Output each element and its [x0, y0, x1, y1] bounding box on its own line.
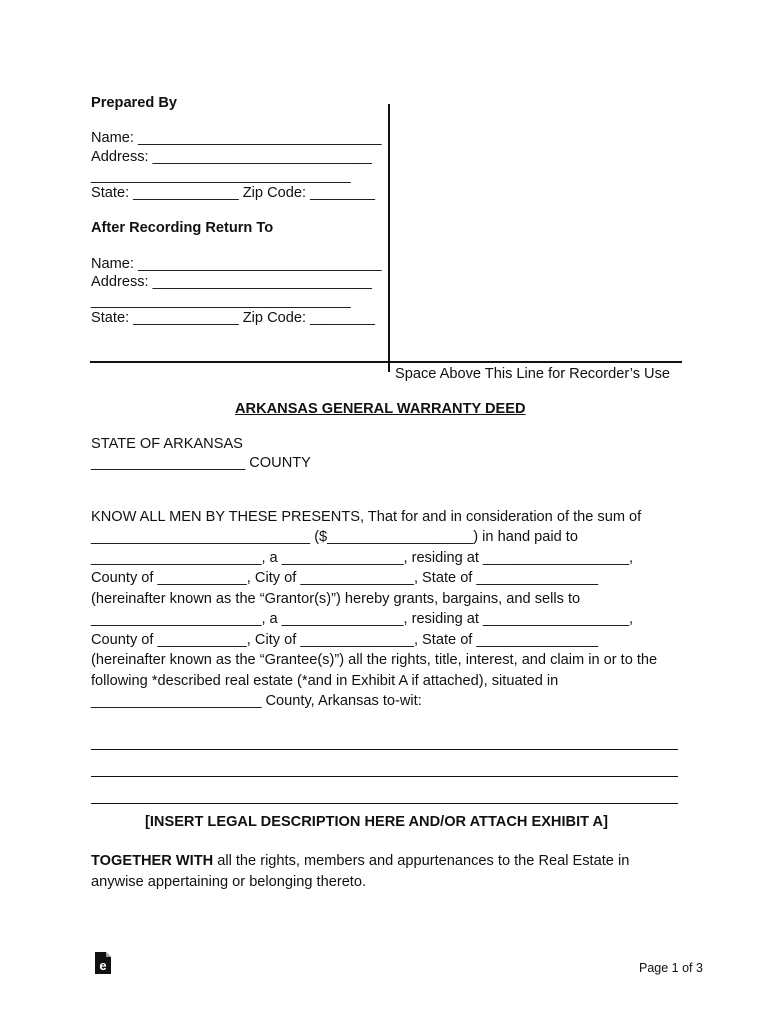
body-line[interactable]: _____________________ County, Arkansas to-wit: — [91, 693, 422, 709]
body-line[interactable]: ___________________________ ($__________________) in hand paid to — [91, 529, 578, 545]
prepared-by-state-zip-field[interactable]: State: _____________ Zip Code: ________ — [91, 185, 376, 201]
page-number: Page 1 of 3 — [639, 961, 703, 975]
recorder-box-vertical-line — [388, 104, 390, 372]
return-to-address-line2-field[interactable]: ________________________________ — [91, 293, 351, 309]
deed-title: ARKANSAS GENERAL WARRANTY DEED — [235, 401, 526, 417]
eforms-logo-icon — [95, 952, 111, 974]
body-line: (hereinafter known as the “Grantor(s)”) hereby grants, bargains, and sells to — [91, 591, 581, 607]
body-line: KNOW ALL MEN BY THESE PRESENTS, That for and in consideration of the sum of — [91, 509, 642, 525]
legal-description-line[interactable] — [91, 749, 678, 750]
legal-description-line[interactable] — [91, 803, 678, 804]
return-to-heading: After Recording Return To — [91, 220, 274, 236]
together-with-label: TOGETHER WITH — [91, 853, 214, 869]
return-to-address-field[interactable]: Address: ___________________________ — [91, 274, 372, 290]
prepared-by-address-line2-field[interactable]: ________________________________ — [91, 168, 351, 184]
prepared-by-name-field[interactable]: Name: ______________________________ — [91, 130, 382, 146]
body-line[interactable]: County of ___________, City of ______________, State of _______________ — [91, 632, 599, 648]
state-line: STATE OF ARKANSAS — [91, 436, 243, 452]
body-line[interactable]: County of ___________, City of ______________, State of _______________ — [91, 570, 599, 586]
legal-description-instruction: [INSERT LEGAL DESCRIPTION HERE AND/OR ATTACH EXHIBIT A] — [145, 814, 608, 830]
together-with-text: all the rights, members and appurtenances to the Real Estate in — [213, 853, 630, 869]
legal-description-line[interactable] — [91, 776, 678, 777]
prepared-by-heading: Prepared By — [91, 95, 177, 111]
svg-text:e: e — [99, 958, 107, 973]
together-with-line2: anywise appertaining or belonging thereto. — [91, 874, 367, 890]
body-line[interactable]: _____________________, a _______________, residing at __________________, — [91, 611, 634, 627]
body-line: (hereinafter known as the “Grantee(s)”) all the rights, title, interest, and claim in or to the — [91, 652, 658, 668]
body-line: following *described real estate (*and in Exhibit A if attached), situated in — [91, 673, 559, 689]
county-line[interactable]: ___________________ COUNTY — [91, 455, 311, 471]
recorder-box-horizontal-line — [90, 361, 682, 363]
return-to-state-zip-field[interactable]: State: _____________ Zip Code: ________ — [91, 310, 376, 326]
recorder-use-note: Space Above This Line for Recorder’s Use — [395, 366, 671, 382]
body-line[interactable]: _____________________, a _______________, residing at __________________, — [91, 550, 634, 566]
return-to-name-field[interactable]: Name: ______________________________ — [91, 256, 382, 272]
prepared-by-address-field[interactable]: Address: ___________________________ — [91, 149, 372, 165]
together-with-paragraph — [91, 854, 629, 869]
